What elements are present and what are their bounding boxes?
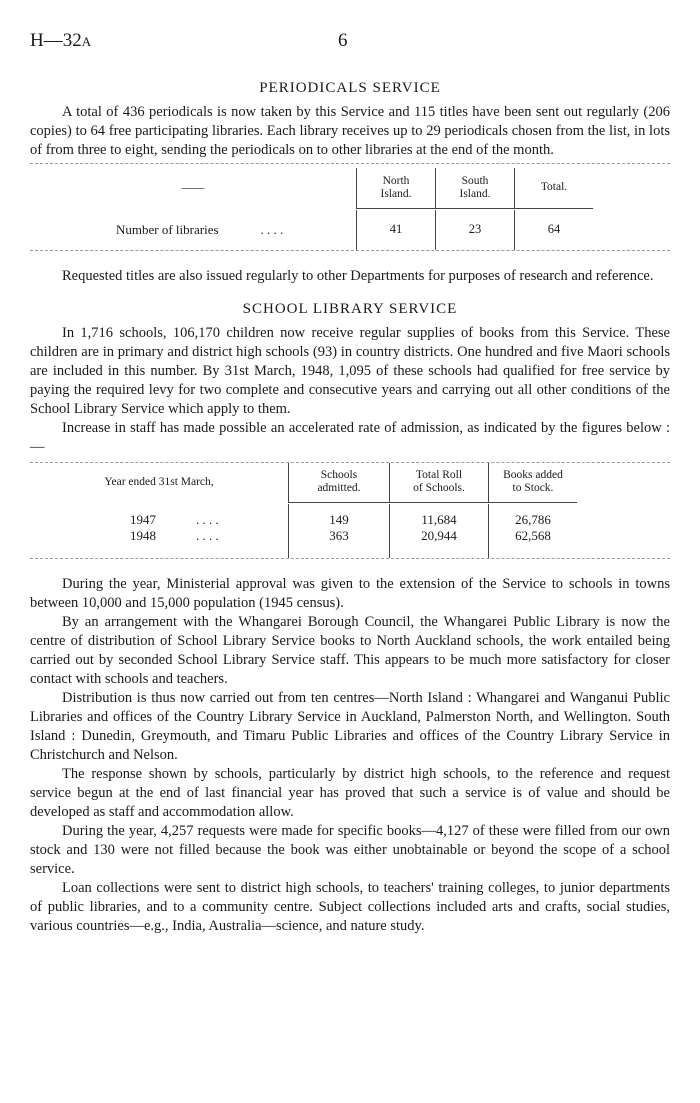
periodicals-paragraph-2: Requested titles are also issued regularly to other Departments for purposes of research and reference. <box>62 267 654 284</box>
col-year: Year ended 31st March, <box>104 476 214 488</box>
north-value: 41 <box>357 210 436 250</box>
school-paragraph-8: Loan collections were sent to district high schools, to teachers' training colleges, to junior departments of public libraries, and to a community centre. Subject collections included arts and crafts, social studies, various countries—e.g., India, Australia—science, and nature study. <box>30 880 670 934</box>
table-row <box>30 210 670 250</box>
school-paragraph-3: During the year, Ministerial approval was given to the extension of the Service to schools in towns between 10,000 and 15,000 population (1945 census). <box>30 576 670 611</box>
admissions-table-header <box>30 463 670 503</box>
table-rule-top <box>30 163 670 164</box>
col-north-line2: Island. <box>380 187 412 200</box>
schools-value: 149 <box>289 504 390 528</box>
periodicals-paragraph-1: A total of 436 periodicals is now taken by this Service and 115 titles have been sent out regularly (206 copies) to 64 free participating libraries. Each library receives up to 29 periodicals chosen from the list, in lots of from three to eight, sending the periodicals on to other libraries at the end of the month. <box>30 104 670 158</box>
school-library-heading: SCHOOL LIBRARY SERVICE <box>242 300 458 317</box>
books-value: 62,568 <box>489 528 578 558</box>
col-south-island <box>436 168 515 208</box>
col-books-line2: to Stock. <box>512 482 554 495</box>
school-paragraph-7: During the year, 4,257 requests were made for specific books—4,127 of these were filled from our own stock and 130 were not filled because the book was either unobtainable or beyond the scope of a school service. <box>30 823 670 877</box>
row-label: Number of libraries <box>116 221 219 237</box>
col-roll-line2: of Schools. <box>413 482 465 495</box>
row-dots: . . . . <box>260 221 284 237</box>
col-schools-admitted <box>289 463 390 503</box>
total-value: 64 <box>515 210 594 250</box>
school-paragraph-5: Distribution is thus now carried out from ten centres—North Island : Whangarei and Wanganui Public Libraries and offices of the Country Library Service in Auckland, Palmerston North, and Wellington. South Island : Dunedin, Greymouth, and Timaru Public Libraries and offices of the Country Library Service in Christchurch and Nelson. <box>30 690 670 763</box>
school-paragraph-1: In 1,716 schools, 106,170 children now receive regular supplies of books from this Service. These children are in primary and district high schools (93) in country districts. One hundred and five Maori schools are included in this number. By 31st March, 1948, 1,095 of these schools had qualified for free service by paying the required levy for two complete and consecutive years and carrying out all other conditions of the School Library Service which apply to them. <box>30 324 670 417</box>
school-paragraph-6: The response shown by schools, particularly by district high schools, to the reference and request service begun at the end of last financial year has proved that such a service is of value and should be developed as staff and accommodation allow. <box>30 766 670 820</box>
col-schools-line2: admitted. <box>317 482 361 495</box>
col-total: Total. <box>515 168 594 208</box>
col-schools-line1: Schools <box>320 469 358 482</box>
periodicals-table <box>30 168 670 250</box>
periodicals-heading: PERIODICALS SERVICE <box>259 80 441 96</box>
document-page <box>30 30 670 936</box>
periodicals-table-header <box>30 168 670 208</box>
table-row <box>30 504 670 528</box>
page-number: 6 <box>338 30 348 51</box>
row-dots: . . . . <box>196 528 219 543</box>
col-south-line2: Island. <box>459 187 491 200</box>
table-rule-bottom <box>30 250 670 251</box>
schools-value: 363 <box>289 528 390 558</box>
periodicals-corner-dash: —— <box>181 181 205 194</box>
table-row <box>30 528 670 558</box>
col-books-added <box>489 463 578 503</box>
year-value: 1947 <box>130 512 156 527</box>
year-cell <box>30 528 289 558</box>
report-reference <box>30 30 91 52</box>
page-header <box>30 30 670 58</box>
roll-value: 11,684 <box>390 504 489 528</box>
col-roll-line1: Total Roll <box>415 469 463 482</box>
row-label-cell <box>30 210 357 250</box>
books-value: 26,786 <box>489 504 578 528</box>
report-ref-main: H—32 <box>30 30 82 51</box>
school-paragraph-2: Increase in staff has made possible an accelerated rate of admission, as indicated by the figures below :— <box>30 419 670 455</box>
col-total-roll <box>390 463 489 503</box>
col-north-island <box>357 168 436 208</box>
table2-rule-bottom <box>30 558 670 559</box>
col-south-line1: South <box>461 174 489 187</box>
roll-value: 20,944 <box>390 528 489 558</box>
col-north-line1: North <box>382 174 410 187</box>
row-dots: . . . . <box>196 512 219 527</box>
south-value: 23 <box>436 210 515 250</box>
school-paragraph-4: By an arrangement with the Whangarei Borough Council, the Whangarei Public Library is now the centre of distribution of School Library Service books to North Auckland schools, the work entailed being carried out by seconded School Library Service staff. This appears to be much more satisfactory for closer contact with schools and teachers. <box>30 614 670 687</box>
report-ref-suffix: A <box>81 34 92 49</box>
year-cell <box>30 504 289 528</box>
col-books-line1: Books added <box>503 469 563 482</box>
admissions-table <box>30 463 670 559</box>
year-value: 1948 <box>130 528 156 543</box>
